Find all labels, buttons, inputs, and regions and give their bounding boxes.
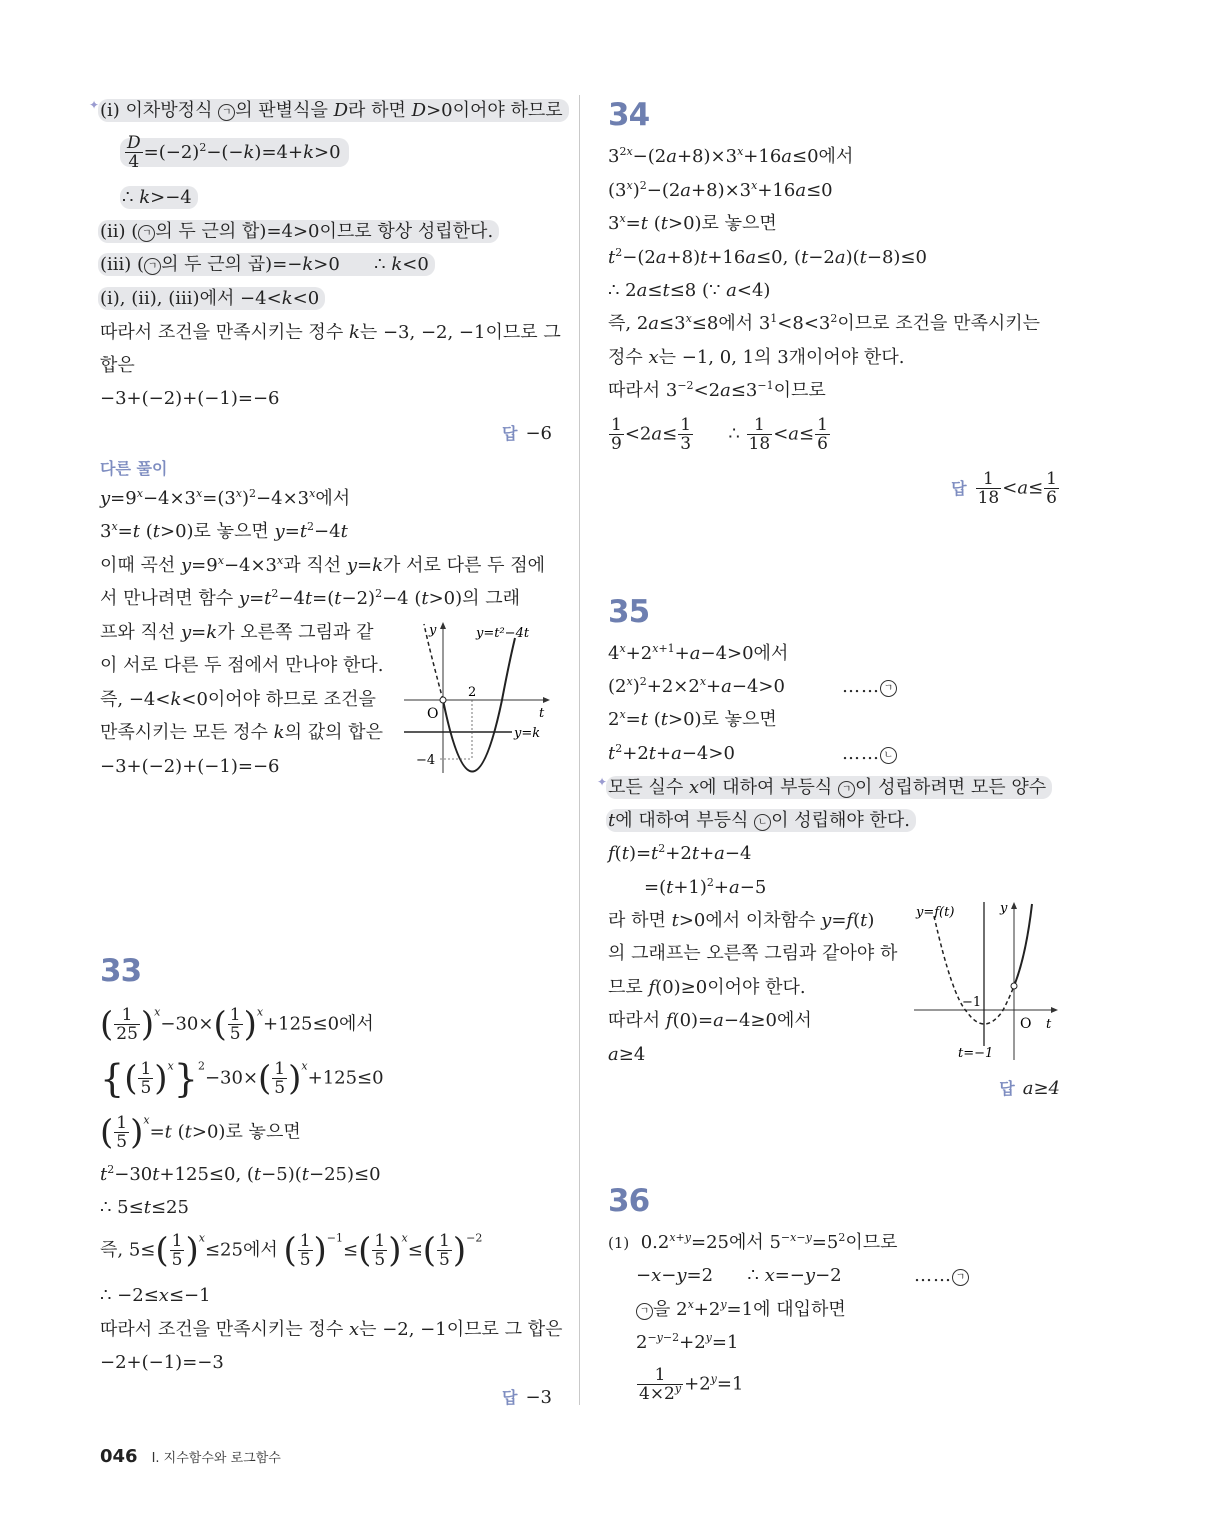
- line-label: y=k: [514, 726, 541, 741]
- curve-label: y=f(t): [916, 905, 955, 920]
- p33-line-7: ∴ −2≤x≤−1: [100, 1285, 211, 1306]
- p34-line-9: $\frac{1}{9}$ <2a≤ $\frac{1}{3}$ ∴ $\frac{1}{18}$ <a≤ $\frac{1}{6}$: [611, 415, 828, 454]
- origin-label: O: [1020, 1016, 1032, 1032]
- problem-number-35: 35: [608, 594, 650, 630]
- p36-line-1: (1) $0.2^{x+y}=25$에서 $5^{-x-y}=5^2$이므로: [608, 1231, 898, 1253]
- p35-line-1: $4^x+2^{x+1}+a-4>0$에서: [608, 642, 789, 664]
- alt-line-1: $y=9^x-4\times 3^x=(3^x)^2-4\times 3^x$에서: [100, 487, 351, 509]
- p33-line-8: 따라서 조건을 만족시키는 정수 x는 −2, −1이므로 그 합은: [100, 1319, 563, 1340]
- p32-line-7: 따라서 조건을 만족시키는 정수 k는 −3, −2, −1이므로 그: [100, 322, 561, 343]
- p32-line-4: (ii) ( ㄱ 의 두 근의 합)=4>0이므로 항상 성립한다.: [100, 220, 499, 244]
- y-axis-label: y: [429, 623, 437, 638]
- origin-label: O: [427, 706, 439, 722]
- p34-line-1: $3^{2x}-(2a+8)\times 3^x+16a\le 0$에서: [608, 145, 854, 167]
- problem-number-34: 34: [608, 97, 650, 133]
- p32-line-9: −3+(−2)+(−1)=−6: [100, 388, 280, 409]
- t-axis-label: t: [1046, 1017, 1052, 1032]
- p33-line-6: 즉, 5≤( $\frac{1}{5}$ )$^x$≤25에서 ( $\frac{1}{5}$ )$^{-1}$≤( $\frac{1}{5}$ )$^x$≤( $\frac{1}{5}$ )$^{-2}$: [100, 1230, 483, 1271]
- sparkle-icon: ✦: [89, 98, 100, 112]
- p34-line-6: 즉, $2a\le 3^x\le 8$에서 $3^1<8<3^2$이므로 조건을 만족시키는: [608, 312, 1041, 334]
- parabola-graph: [402, 618, 554, 778]
- problem-number-33: 33: [100, 953, 142, 989]
- p34-line-3: $3^x=t$ (t>0)로 놓으면: [608, 212, 777, 234]
- alt-line-7: 즉, −4<k<0이어야 하므로 조건을: [100, 689, 376, 710]
- alt-line-4: 서 만나려면 함수 $y=t^2-4t=(t-2)^2-4$ (t>0)의 그래: [100, 587, 521, 609]
- p34-line-4: $t^2-(2a+8)t+16a\le 0$, (t−2a)(t−8)≤0: [608, 246, 927, 268]
- p35-line-9: 라 하면 t>0에서 이차함수 y=f(t): [608, 910, 875, 931]
- p33-answer: 답 −3: [501, 1387, 552, 1408]
- p33-line-1: ( $\frac{1}{25}$ )$^x$−30×( $\frac{1}{5}$ )$^x$+125≤0에서: [100, 1004, 374, 1045]
- p35-line-5: ✦ 모든 실수 x에 대하여 부등식 ㄱ 이 성립하려면 모든 양수: [608, 776, 1052, 800]
- f-graph: [912, 896, 1064, 1064]
- chapter-title: I. 지수함수와 로그함수: [151, 1451, 281, 1466]
- p36-line-3: ㄱ 을 $2^x+2^y=1$에 대입하면: [636, 1298, 846, 1322]
- p34-line-2: $(3^x)^2-(2a+8)\times 3^x+16a\le 0$: [608, 179, 833, 201]
- page-footer: [100, 1446, 281, 1467]
- p34-answer: 답 $\frac{1}{18}$ <a≤ $\frac{1}{6}$: [951, 469, 1057, 508]
- p33-line-4: $t^2-30t+125\le 0$, (t−5)(t−25)≤0: [100, 1163, 381, 1185]
- vertex-y-label: −4: [416, 753, 436, 768]
- p35-answer: 답 a≥4: [999, 1078, 1060, 1099]
- p33-line-3: ( $\frac{1}{5}$ )$^x$=t (t>0)로 놓으면: [100, 1112, 301, 1153]
- p35-line-3: $2^x=t$ (t>0)로 놓으면: [608, 708, 777, 730]
- p33-line-9: −2+(−1)=−3: [100, 1352, 224, 1373]
- p33-line-5: ∴ 5≤t≤25: [100, 1197, 189, 1218]
- p32-line-6: (i), (ii), (iii)에서 −4<k<0: [100, 287, 325, 311]
- p35-line-4: $t^2+2t+a-4>0$ …… ㄴ: [608, 742, 908, 766]
- p34-line-7: 정수 x는 −1, 0, 1의 3개이어야 한다.: [608, 347, 905, 368]
- vertex-x-label: 2: [468, 685, 477, 700]
- p34-line-8: 따라서 $3^{-2}<2a\le 3^{-1}$이므로: [608, 379, 826, 401]
- alt-solution-heading: 다른 풀이: [100, 459, 168, 478]
- p35-line-12: 따라서 f(0)=a−4≥0에서: [608, 1010, 812, 1031]
- p33-line-2: {( $\frac{1}{5}$ )$^x$}$^2$−30×( $\frac{1}{5}$ )$^x$+125≤0: [100, 1056, 384, 1101]
- p36-line-4: $2^{-y-2}+2^y=1$: [636, 1331, 739, 1353]
- p32-line-5: (iii) ( ㄱ 의 두 근의 곱)=−k>0 ∴ k<0: [100, 253, 435, 277]
- p35-line-10: 의 그래프는 오른쪽 그림과 같아야 하: [608, 943, 898, 964]
- y-axis-label: y: [1000, 901, 1008, 916]
- alt-line-8: 만족시키는 모든 정수 k의 값의 합은: [100, 722, 383, 743]
- alt-line-5: 프와 직선 y=k가 오른쪽 그림과 같: [100, 622, 374, 643]
- p35-line-2: $(2^x)^2+2\times 2^x+a-4>0$ …… ㄱ: [608, 675, 908, 699]
- p36-line-5: $\frac{1}{4\times 2^y}$ $+2^y=1$: [639, 1365, 744, 1404]
- p35-line-7: $f(t)=t^2+2t+a-4$: [608, 842, 752, 864]
- t-axis-label: t: [539, 706, 545, 721]
- alt-line-2: $3^x=t$ (t>0)로 놓으면 $y=t^2-4t$: [100, 520, 348, 542]
- p32-answer: 답 −6: [501, 423, 552, 444]
- axis-of-symmetry-label: t=−1: [958, 1046, 994, 1061]
- problem-number-36: 36: [608, 1183, 650, 1219]
- p34-line-5: ∴ 2a≤t≤8 (∵ a<4): [608, 280, 771, 301]
- p32-line-1: ✦ (i) 이차방정식 ㄱ 의 판별식을 D라 하면 D>0이어야 하므로: [100, 99, 569, 123]
- curve-label: y=t²−4t: [476, 626, 530, 641]
- alt-line-6: 이 서로 다른 두 점에서 만나야 한다.: [100, 655, 384, 676]
- column-divider: [579, 95, 580, 1405]
- p32-line-3: ∴ k>−4: [122, 186, 198, 210]
- p35-line-11: 므로 f(0)≥0이어야 한다.: [608, 977, 806, 998]
- p36-line-2: −x−y=2 ∴ x=−y−2 …… ㄱ: [636, 1264, 976, 1288]
- alt-line-3: 이때 곡선 $y=9^x-4\times 3^x$과 직선 y=k가 서로 다른 두 점에: [100, 554, 546, 576]
- alt-line-9: −3+(−2)+(−1)=−6: [100, 756, 280, 777]
- p35-line-8: $=(t+1)^2+a-5$: [644, 876, 767, 898]
- sparkle-icon: ✦: [597, 775, 608, 789]
- tick-label: −1: [962, 995, 982, 1010]
- p32-line-8: 합은: [100, 355, 135, 376]
- page-number: 046: [100, 1446, 138, 1467]
- p32-line-2: $\frac{D}{4}$ $=(-2)^2-(-k)=4+k>0$: [122, 134, 349, 171]
- p35-line-13: a≥4: [608, 1044, 646, 1065]
- p35-line-6: t에 대하여 부등식 ㄴ 이 성립해야 한다.: [608, 809, 916, 833]
